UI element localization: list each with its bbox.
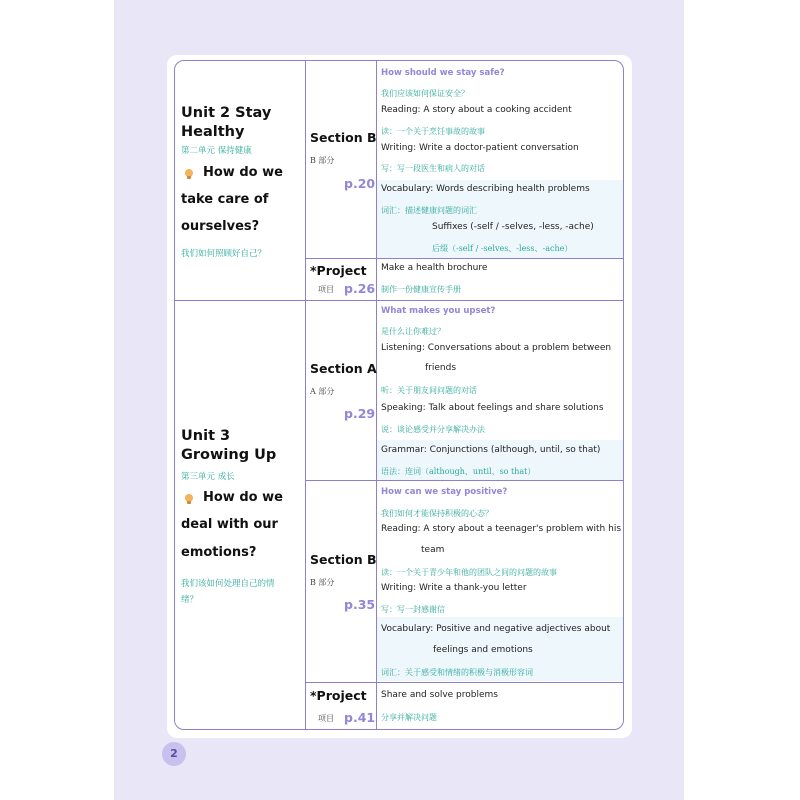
u3b-vocabulary-1: Vocabulary: Positive and negative adjectives about bbox=[381, 624, 611, 634]
unit3-title: Unit 3 Growing Up bbox=[181, 428, 277, 463]
u3a-listening-2: friends bbox=[425, 363, 457, 373]
unit2-project-label: *Project bbox=[310, 263, 367, 278]
unit2-project-label-cn: 项目 bbox=[318, 285, 334, 294]
grid-vline-2 bbox=[376, 61, 377, 729]
grid-hline-4 bbox=[305, 682, 623, 683]
u2b-suffixes-cn: 后缀（-self / -selves、-less、-ache） bbox=[432, 244, 573, 253]
u3p-text-cn: 分享并解决问题 bbox=[381, 713, 437, 722]
unit3-sectiona-page: p.29 bbox=[344, 406, 376, 421]
u2b-reading: Reading: A story about a cooking accident bbox=[381, 105, 572, 115]
grid-hline-2 bbox=[175, 300, 623, 301]
unit2-sectionb-label-cn: B 部分 bbox=[310, 156, 335, 165]
unit2-sectionb-label: Section B bbox=[310, 130, 377, 145]
u3b-question-cn: 我们如何才能保持积极的心态？ bbox=[381, 509, 493, 518]
grid-hline-3 bbox=[305, 480, 623, 481]
unit2-question-2: take care of bbox=[181, 192, 269, 207]
u2b-reading-cn: 读：一个关于烹饪事故的故事 bbox=[381, 127, 485, 136]
unit2-question-3: ourselves? bbox=[181, 219, 260, 234]
u3b-reading-2: team bbox=[421, 545, 445, 555]
unit3-question-1: How do we bbox=[203, 490, 283, 505]
u3a-speaking: Speaking: Talk about feelings and share solutions bbox=[381, 403, 604, 413]
unit3-question-cn-2: 绪？ bbox=[181, 595, 199, 605]
unit2-sectionb-page: p.20 bbox=[344, 176, 376, 191]
u3b-vocabulary-2: feelings and emotions bbox=[433, 645, 533, 655]
u3b-reading-1: Reading: A story about a teenager's problem with his bbox=[381, 524, 622, 534]
u3a-grammar: Grammar: Conjunctions (although, until, so that) bbox=[381, 445, 601, 455]
u2b-question-cn: 我们应该如何保证安全？ bbox=[381, 89, 469, 98]
unit3-question-cn-1: 我们该如何处理自己的情 bbox=[181, 579, 275, 589]
u2b-suffixes: Suffixes (-self / -selves, -less, -ache) bbox=[432, 222, 594, 232]
unit3-project-label: *Project bbox=[310, 688, 367, 703]
u2b-writing-cn: 写：写一段医生和病人的对话 bbox=[381, 164, 485, 173]
grid-vline-1 bbox=[305, 61, 306, 729]
unit3-sectiona-label: Section A bbox=[310, 361, 377, 376]
u3p-text: Share and solve problems bbox=[381, 690, 498, 700]
unit2-project-page: p.26 bbox=[344, 281, 376, 296]
u3a-question-cn: 是什么让你难过？ bbox=[381, 327, 445, 336]
unit3-sectiona-label-cn: A 部分 bbox=[310, 387, 335, 396]
u3b-writing-cn: 写：写一封感谢信 bbox=[381, 605, 445, 614]
u2b-vocabulary: Vocabulary: Words describing health problems bbox=[381, 184, 590, 194]
unit3-project-label-cn: 项目 bbox=[318, 714, 334, 723]
u3a-grammar-cn: 语法：连词（although、until、so that） bbox=[381, 467, 536, 476]
u3b-writing: Writing: Write a thank-you letter bbox=[381, 583, 527, 593]
u3a-speaking-cn: 说：谈论感受并分享解决办法 bbox=[381, 425, 485, 434]
u2b-writing: Writing: Write a doctor-patient conversation bbox=[381, 143, 579, 153]
unit3-question-2: deal with our bbox=[181, 517, 278, 532]
unit3-question-3: emotions? bbox=[181, 545, 257, 560]
unit3-sectionb-label: Section B bbox=[310, 552, 377, 567]
u2b-question: How should we stay safe? bbox=[381, 68, 505, 78]
unit2-title-cn: 第二单元 保持健康 bbox=[181, 146, 252, 156]
u3b-question: How can we stay positive? bbox=[381, 487, 508, 497]
u3a-question: What makes you upset? bbox=[381, 306, 496, 316]
lightbulb-icon bbox=[183, 493, 195, 505]
u3a-listening-1: Listening: Conversations about a problem between bbox=[381, 343, 612, 353]
unit3-project-page: p.41 bbox=[344, 710, 376, 725]
grid-hline-1 bbox=[305, 258, 623, 259]
u3b-reading-cn: 读：一个关于青少年和他的团队之间的问题的故事 bbox=[381, 568, 557, 577]
lightbulb-icon bbox=[183, 168, 195, 180]
contents-table bbox=[174, 60, 624, 730]
unit3-title-cn: 第三单元 成长 bbox=[181, 472, 235, 482]
u2p-text-cn: 制作一份健康宣传手册 bbox=[381, 285, 461, 294]
unit2-title: Unit 2 Stay Healthy bbox=[181, 105, 272, 140]
u3a-listening-cn: 听：关于朋友间问题的对话 bbox=[381, 386, 477, 395]
unit2-question-cn: 我们如何照顾好自己？ bbox=[181, 249, 267, 259]
unit3-sectionb-label-cn: B 部分 bbox=[310, 578, 335, 587]
unit2-question-1: How do we bbox=[203, 165, 283, 180]
u2p-text: Make a health brochure bbox=[381, 263, 488, 273]
page-number-badge: 2 bbox=[162, 742, 186, 766]
u2b-vocabulary-cn: 词汇：描述健康问题的词汇 bbox=[381, 206, 477, 215]
u3b-vocabulary-cn: 词汇：关于感受和情绪的积极与消极形容词 bbox=[381, 668, 533, 677]
unit3-sectionb-page: p.35 bbox=[344, 597, 376, 612]
